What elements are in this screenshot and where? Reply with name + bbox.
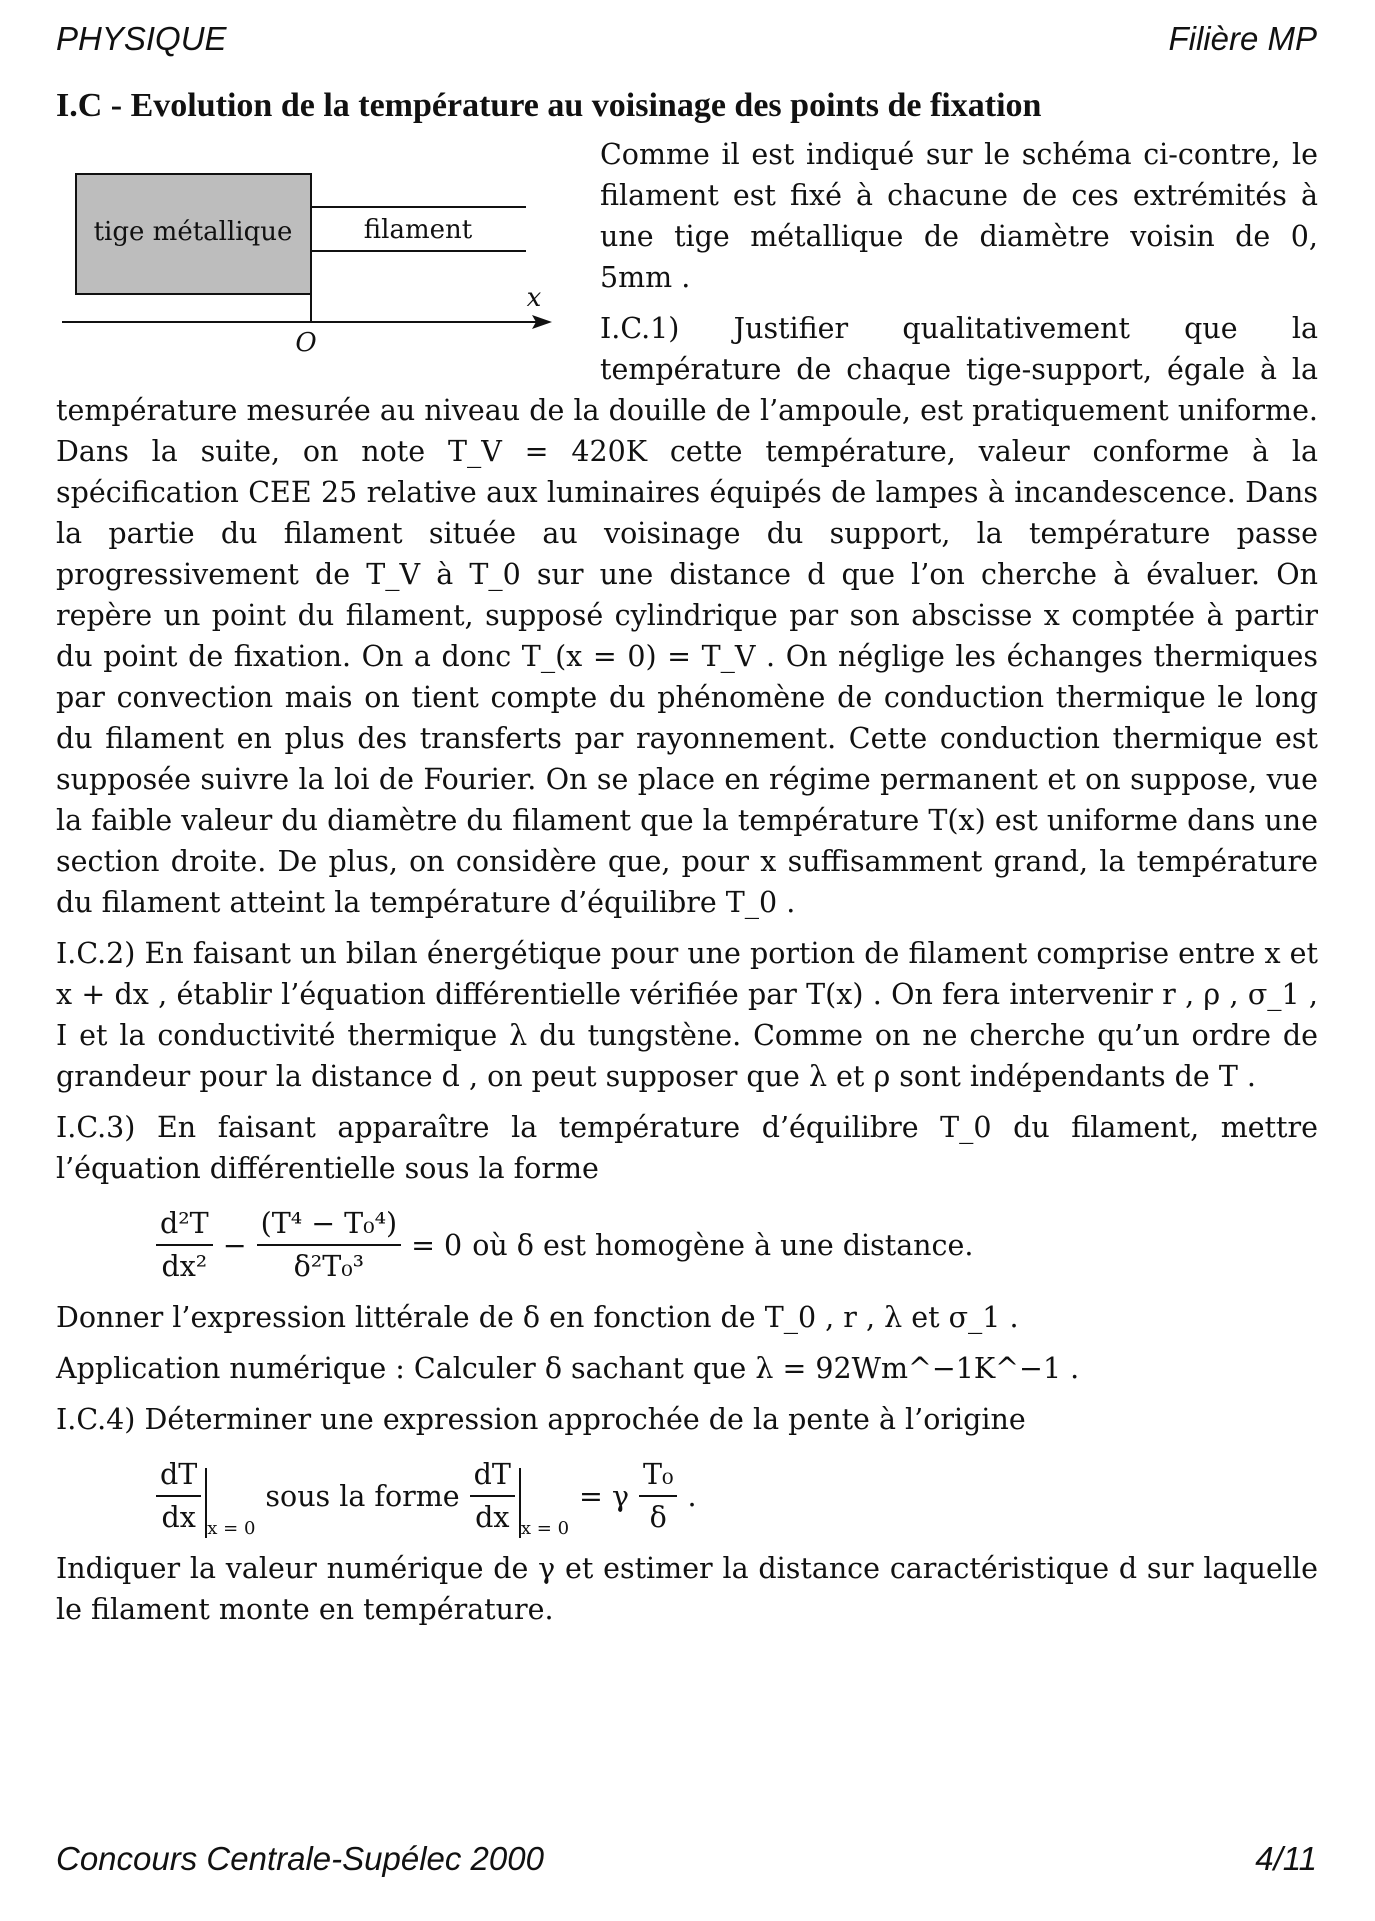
eq1-rhs-denominator: δ²T₀³ xyxy=(293,1250,365,1283)
header-track: Filière MP xyxy=(1168,20,1317,57)
question-ic1: I.C.1) Justifier qualitativement que la température de chaque tige-support, égale à la température mesurée au niveau de la douille de l’ampoule, est pratiquement uniforme. Dans la suite, on note T_V = 420K cette température, valeur conforme à la spécification CEE 25 relative aux luminaires équipés de lampes à incandescence. Dans la partie du filament située au voisinage du support, la température passe progressivement de T_V à T_0 sur une distance d que l’on cherche à évaluer. On repère un point du filament, supposé cylindrique par son abscisse x comptée à partir du point de fixation. On a donc T_(x = 0) = T_V . On néglige les échanges thermiques par convection mais on tient compte du phénomène de conduction thermique le long du filament en plus des transferts par rayonnement. Cette conduction thermique est supposée suivre la loi de Fourier. On se place en régime permanent et on suppose, vue la faible valeur du diamètre du filament que la température T(x) est uniforme dans une section droite. De plus, on considère que, pour x suffisamment grand, la température du filament atteint la température d’équilibre T_0 . xyxy=(56,312,1318,919)
rod-label: tige métallique xyxy=(93,217,293,247)
eq1-lhs-numerator: d²T xyxy=(156,1203,213,1246)
eq2-middle-text: sous la forme xyxy=(265,1479,460,1513)
axis-label-x: x xyxy=(526,283,542,313)
gamma-fraction xyxy=(639,1454,677,1538)
question-ic2: I.C.2) En faisant un bilan énergétique pour une portion de filament comprise entre x et x + dx , établir l’équation différentielle vérifiée par T(x) . On fera intervenir r , ρ , σ_1 , I et la conductivité thermique λ du tungstène. Comme on ne cherche qu’un ordre de grandeur pour la distance d , on peut supposer que λ et ρ sont indépendants de T . xyxy=(56,937,1318,1093)
differential-equation xyxy=(156,1203,1318,1287)
delta-expression-request: Donner l’expression littérale de δ en fonction de T_0 , r , λ et σ_1 . xyxy=(56,1301,1019,1334)
question-ic4: I.C.4) Déterminer une expression approchée de la pente à l’origine xyxy=(56,1403,1026,1436)
section-title: I.C - Evolution de la température au voisinage des points de fixation xyxy=(56,87,1042,124)
intro-paragraph: Comme il est indiqué sur le schéma ci-contre, le filament est fixé à chacune de ces extrémités à une tige métallique de diamètre voisin de 0, 5mm . xyxy=(600,138,1318,294)
eq1-lhs-denominator: dx² xyxy=(161,1250,208,1283)
eq2-rhs: = γ xyxy=(579,1479,630,1513)
page-number: 4/11 xyxy=(1255,1840,1317,1877)
eq1-equals: = 0 xyxy=(411,1228,463,1262)
eq2-end: . xyxy=(687,1479,697,1513)
eq2-rhs-numerator: T₀ xyxy=(639,1454,677,1497)
slope-at-origin-left xyxy=(156,1454,255,1538)
footer-contest: Concours Centrale-Supélec 2000 xyxy=(56,1840,544,1877)
eq2-numerator-right: dT xyxy=(470,1454,515,1497)
eq2-denominator-left: dx xyxy=(161,1501,196,1534)
eq1-minus: − xyxy=(222,1228,247,1262)
slope-fraction-right xyxy=(470,1454,515,1538)
header-subject: PHYSIQUE xyxy=(56,20,227,57)
eq2-rhs-denominator: δ xyxy=(649,1501,667,1534)
eval-point-right: x = 0 xyxy=(520,1518,570,1539)
eq2-numerator-left: dT xyxy=(156,1454,201,1497)
eq1-rhs-numerator: (T⁴ − T₀⁴) xyxy=(257,1203,402,1246)
slope-expression xyxy=(156,1454,1318,1538)
origin-label: O xyxy=(295,328,317,356)
radiation-term-fraction xyxy=(257,1203,402,1287)
fixation-diagram xyxy=(56,134,576,356)
slope-at-origin-right xyxy=(470,1454,569,1538)
question-ic3: I.C.3) En faisant apparaître la température d’équilibre T_0 du filament, mettre l’équation différentielle sous la forme xyxy=(56,1111,1318,1185)
gamma-request: Indiquer la valeur numérique de γ et estimer la distance caractéristique d sur laquelle le filament monte en température. xyxy=(56,1552,1318,1626)
filament-label: filament xyxy=(363,215,473,245)
slope-fraction-left xyxy=(156,1454,201,1538)
page-content xyxy=(56,86,1318,1630)
second-derivative-fraction xyxy=(156,1203,213,1287)
numerical-application: Application numérique : Calculer δ sachant que λ = 92Wm^−1K^−1 . xyxy=(56,1352,1080,1385)
eq2-denominator-right: dx xyxy=(475,1501,510,1534)
eval-point-left: x = 0 xyxy=(207,1518,256,1539)
eq1-suffix: où δ est homogène à une distance. xyxy=(472,1228,974,1262)
